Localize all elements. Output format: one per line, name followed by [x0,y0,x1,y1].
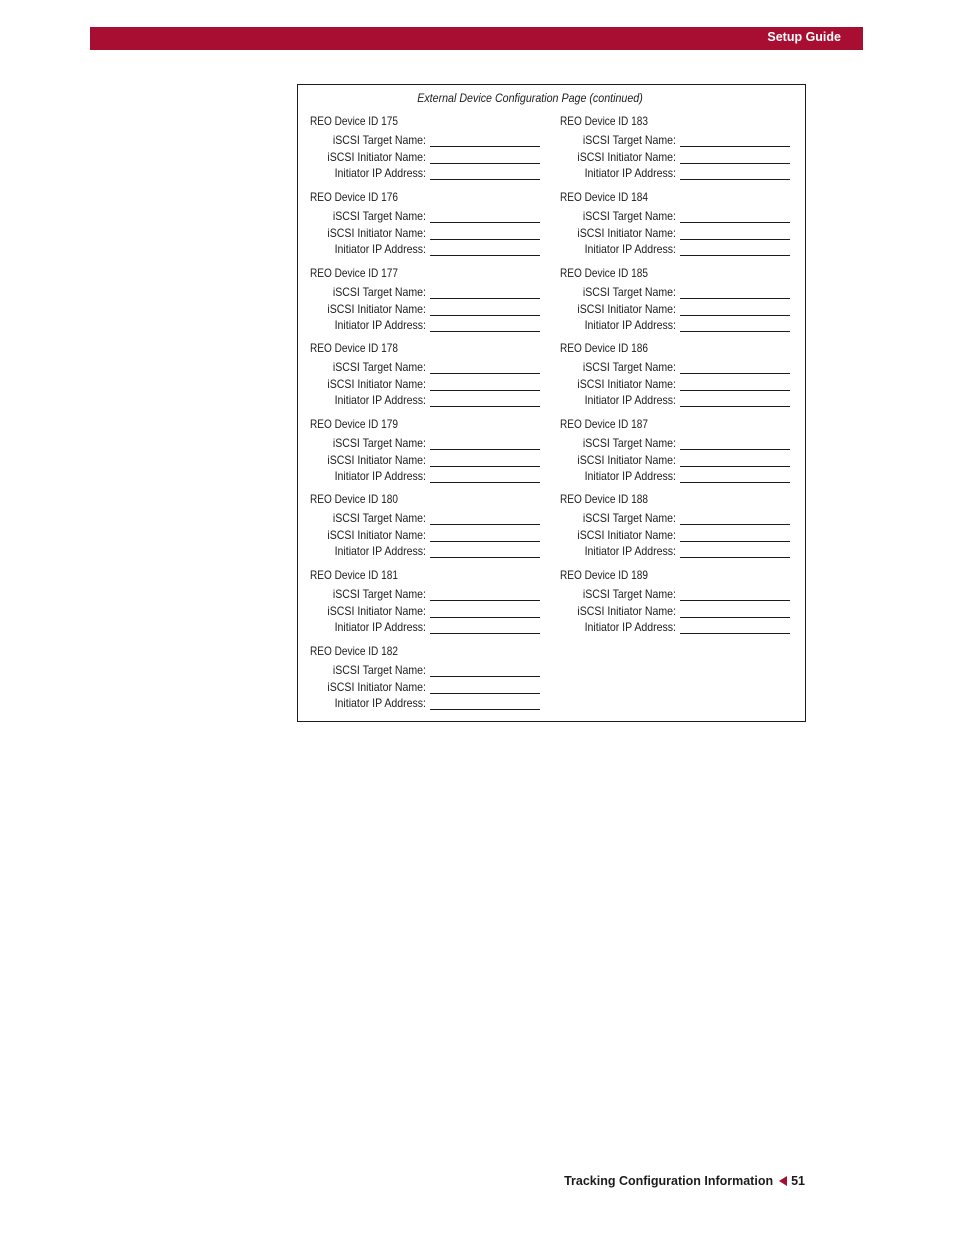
target-name-row [310,209,540,223]
device-group [310,492,550,558]
target-name-blank [430,285,540,299]
target-name-row [310,133,540,147]
ip-address-label: Initiator IP Address: [584,620,676,634]
target-name-blank [680,436,790,450]
device-group [560,341,800,407]
initiator-name-row [560,528,790,542]
target-name-blank [680,587,790,601]
device-id-label: REO Device ID 186 [560,341,648,355]
ip-address-row [560,469,790,483]
target-name-blank [680,511,790,525]
device-group [560,190,800,256]
ip-address-label: Initiator IP Address: [334,166,426,180]
ip-address-label: Initiator IP Address: [334,620,426,634]
device-id-label: REO Device ID 182 [310,644,398,658]
device-group [560,568,800,634]
initiator-name-row [310,604,540,618]
ip-address-row [310,318,540,332]
target-name-blank [430,436,540,450]
ip-address-label: Initiator IP Address: [334,696,426,710]
ip-address-row [310,620,540,634]
target-name-label: iSCSI Target Name: [332,436,426,450]
initiator-name-label: iSCSI Initiator Name: [577,528,676,542]
target-name-label: iSCSI Target Name: [582,285,676,299]
target-name-row [310,663,540,677]
target-name-row [310,587,540,601]
target-name-row [310,436,540,450]
device-id-label: REO Device ID 178 [310,341,398,355]
ip-address-row [310,242,540,256]
initiator-name-row [310,150,540,164]
ip-address-row [560,544,790,558]
ip-address-blank [430,393,540,407]
ip-address-row [560,620,790,634]
page-number: 51 [791,1174,805,1188]
target-name-row [310,285,540,299]
target-name-blank [430,133,540,147]
triangle-left-icon [779,1176,787,1186]
target-name-row [560,436,790,450]
initiator-name-blank [430,150,540,164]
initiator-name-label: iSCSI Initiator Name: [327,528,426,542]
ip-address-blank [680,620,790,634]
initiator-name-blank [430,453,540,467]
target-name-row [310,360,540,374]
page-footer [564,1174,805,1188]
initiator-name-row [310,680,540,694]
device-group [310,644,550,710]
initiator-name-label: iSCSI Initiator Name: [577,453,676,467]
target-name-blank [680,360,790,374]
ip-address-label: Initiator IP Address: [584,544,676,558]
target-name-label: iSCSI Target Name: [332,663,426,677]
initiator-name-row [310,377,540,391]
initiator-name-blank [430,302,540,316]
device-id-label: REO Device ID 184 [560,190,648,204]
target-name-blank [680,133,790,147]
initiator-name-label: iSCSI Initiator Name: [577,302,676,316]
target-name-label: iSCSI Target Name: [582,133,676,147]
initiator-name-blank [680,226,790,240]
initiator-name-label: iSCSI Initiator Name: [577,150,676,164]
initiator-name-label: iSCSI Initiator Name: [327,680,426,694]
device-id-label: REO Device ID 185 [560,266,648,280]
ip-address-label: Initiator IP Address: [334,544,426,558]
ip-address-row [310,393,540,407]
initiator-name-row [310,302,540,316]
target-name-row [310,511,540,525]
initiator-name-blank [680,377,790,391]
initiator-name-label: iSCSI Initiator Name: [577,377,676,391]
initiator-name-blank [430,528,540,542]
initiator-name-row [560,302,790,316]
device-id-label: REO Device ID 183 [560,114,648,128]
device-id-label: REO Device ID 180 [310,492,398,506]
target-name-row [560,285,790,299]
device-group [560,492,800,558]
initiator-name-row [560,377,790,391]
left-column [310,85,550,721]
target-name-label: iSCSI Target Name: [332,209,426,223]
header-title: Setup Guide [767,30,841,44]
initiator-name-blank [430,604,540,618]
device-id-label: REO Device ID 175 [310,114,398,128]
initiator-name-label: iSCSI Initiator Name: [327,226,426,240]
target-name-label: iSCSI Target Name: [582,436,676,450]
ip-address-blank [430,318,540,332]
initiator-name-label: iSCSI Initiator Name: [577,604,676,618]
target-name-row [560,209,790,223]
footer-section-title: Tracking Configuration Information [564,1174,774,1188]
target-name-label: iSCSI Target Name: [582,587,676,601]
ip-address-label: Initiator IP Address: [584,242,676,256]
initiator-name-label: iSCSI Initiator Name: [327,453,426,467]
ip-address-label: Initiator IP Address: [334,318,426,332]
device-id-label: REO Device ID 188 [560,492,648,506]
device-group [310,266,550,332]
device-group [310,190,550,256]
target-name-row [560,133,790,147]
target-name-label: iSCSI Target Name: [582,360,676,374]
ip-address-row [560,393,790,407]
target-name-label: iSCSI Target Name: [332,133,426,147]
ip-address-row [560,242,790,256]
ip-address-label: Initiator IP Address: [334,469,426,483]
device-id-label: REO Device ID 177 [310,266,398,280]
right-column [560,85,800,721]
ip-address-row [310,166,540,180]
ip-address-blank [680,469,790,483]
initiator-name-blank [680,453,790,467]
device-group [560,266,800,332]
initiator-name-row [560,150,790,164]
initiator-name-blank [680,302,790,316]
device-group [310,341,550,407]
target-name-row [560,360,790,374]
ip-address-blank [430,242,540,256]
target-name-blank [430,663,540,677]
ip-address-label: Initiator IP Address: [334,242,426,256]
device-id-label: REO Device ID 181 [310,568,398,582]
initiator-name-label: iSCSI Initiator Name: [327,150,426,164]
device-group [310,568,550,634]
initiator-name-blank [430,377,540,391]
ip-address-blank [680,242,790,256]
target-name-label: iSCSI Target Name: [582,511,676,525]
ip-address-row [560,166,790,180]
ip-address-label: Initiator IP Address: [584,393,676,407]
initiator-name-blank [680,528,790,542]
target-name-label: iSCSI Target Name: [332,285,426,299]
target-name-row [560,511,790,525]
device-id-label: REO Device ID 176 [310,190,398,204]
initiator-name-label: iSCSI Initiator Name: [327,377,426,391]
ip-address-label: Initiator IP Address: [584,166,676,180]
header-bar [90,27,863,50]
initiator-name-label: iSCSI Initiator Name: [577,226,676,240]
ip-address-label: Initiator IP Address: [584,469,676,483]
ip-address-blank [430,620,540,634]
target-name-row [560,587,790,601]
target-name-label: iSCSI Target Name: [332,511,426,525]
target-name-blank [430,511,540,525]
ip-address-row [560,318,790,332]
device-group [310,417,550,483]
target-name-label: iSCSI Target Name: [332,587,426,601]
initiator-name-row [310,528,540,542]
device-group [560,417,800,483]
ip-address-blank [680,544,790,558]
initiator-name-row [310,226,540,240]
initiator-name-label: iSCSI Initiator Name: [327,302,426,316]
device-id-label: REO Device ID 187 [560,417,648,431]
initiator-name-row [560,453,790,467]
form-title: External Device Configuration Page (continued) [417,91,643,105]
initiator-name-row [560,604,790,618]
ip-address-blank [430,544,540,558]
target-name-blank [680,209,790,223]
ip-address-row [310,544,540,558]
ip-address-blank [430,166,540,180]
initiator-name-row [560,226,790,240]
ip-address-label: Initiator IP Address: [334,393,426,407]
target-name-blank [430,360,540,374]
ip-address-label: Initiator IP Address: [584,318,676,332]
ip-address-blank [430,696,540,710]
ip-address-row [310,696,540,710]
ip-address-row [310,469,540,483]
initiator-name-blank [430,226,540,240]
target-name-blank [680,285,790,299]
initiator-name-blank [680,150,790,164]
device-group [310,114,550,180]
target-name-blank [430,209,540,223]
ip-address-blank [680,318,790,332]
config-form-box [297,84,806,722]
device-id-label: REO Device ID 179 [310,417,398,431]
device-id-label: REO Device ID 189 [560,568,648,582]
device-group [560,114,800,180]
ip-address-blank [680,166,790,180]
target-name-label: iSCSI Target Name: [582,209,676,223]
ip-address-blank [430,469,540,483]
target-name-blank [430,587,540,601]
target-name-label: iSCSI Target Name: [332,360,426,374]
initiator-name-blank [430,680,540,694]
initiator-name-blank [680,604,790,618]
ip-address-blank [680,393,790,407]
initiator-name-row [310,453,540,467]
initiator-name-label: iSCSI Initiator Name: [327,604,426,618]
